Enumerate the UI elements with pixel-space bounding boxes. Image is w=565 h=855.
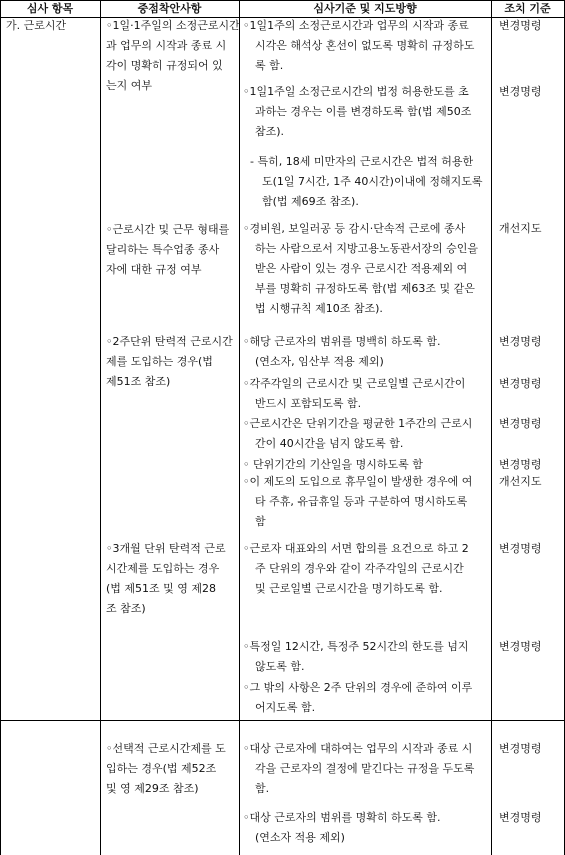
criterion-10 — [243, 637, 468, 677]
criterion-2 — [243, 82, 471, 142]
criterion-line: (연소자, 임산부 적용 제외) — [255, 355, 384, 368]
focus-point-line: 조 참조) — [106, 602, 146, 615]
header-action-standard: 조치 기준 — [504, 2, 551, 15]
criterion-6 — [243, 414, 472, 454]
action-standard: 변경명령 — [499, 335, 542, 348]
category-label: 가. 근로시간 — [6, 19, 67, 32]
focus-point-line: 및 영 제29조 참조) — [106, 782, 199, 795]
criterion-13 — [243, 808, 440, 848]
focus-point-line: ◦선택적 근로시간제를 도 — [106, 742, 226, 755]
criterion-line: 어지도록 함. — [255, 701, 316, 714]
focus-point-line: ◦근로시간 및 근무 형태를 — [106, 223, 230, 236]
focus-point-line: 제를 도입하는 경우(법 — [106, 355, 213, 368]
header-focus-points: 중점착안사항 — [137, 2, 202, 15]
criterion-line: 함. — [255, 782, 270, 795]
criterion-line: 도(1일 7시간, 1주 40시간)이내에 정해지도록 — [262, 175, 483, 188]
action-standard: 변경명령 — [499, 85, 542, 98]
criterion-8 — [243, 472, 472, 532]
column-divider-3 — [491, 0, 492, 855]
focus-point-line: ◦3개월 단위 탄력적 근로 — [106, 542, 226, 555]
criterion-12 — [243, 739, 474, 799]
criterion-line: 함 — [255, 515, 266, 528]
column-divider-2 — [239, 0, 240, 855]
criterion-line: ◦경비원, 보일러공 등 감시·단속적 근로에 종사 — [243, 222, 466, 235]
criterion-line: 받은 사람이 있는 경우 근로시간 적용제외 여 — [255, 262, 468, 275]
criterion-line: 부를 명확히 규정하도록 함(법 제63조 및 같은 — [255, 282, 475, 295]
action-standard: 변경명령 — [499, 811, 542, 824]
criterion-line: 법 시행규칙 제10조 참조). — [255, 302, 383, 315]
focus-point-line: (법 제51조 및 영 제28 — [106, 582, 217, 595]
criterion-line: - 특히, 18세 미만자의 근로시간은 법적 허용한 — [250, 155, 474, 168]
criterion-line: 하는 사람으로서 지방고용노동관서장의 승인을 — [255, 242, 479, 255]
focus-point-line: 각이 명확히 규정되어 있 — [106, 59, 223, 72]
criterion-2-note — [250, 152, 482, 212]
criterion-line: ◦특정일 12시간, 특정주 52시간의 한도를 넘지 — [243, 640, 469, 653]
action-standard: 변경명령 — [499, 742, 542, 755]
focus-point-line: 시간제를 도입하는 경우 — [106, 562, 220, 575]
criterion-line: ◦각주각일의 근로시간 및 근로일별 근로시간이 — [243, 377, 466, 390]
table-border-left — [0, 0, 1, 855]
criterion-4 — [243, 332, 440, 372]
criterion-line: 각을 근로자의 결정에 맡긴다는 규정을 두도록 — [255, 762, 475, 775]
focus-point-line: 는지 여부 — [106, 79, 153, 92]
criterion-11 — [243, 678, 472, 718]
criterion-5 — [243, 374, 465, 414]
focus-point-line: ◦2주단위 탄력적 근로시간 — [106, 335, 233, 348]
criterion-line: ◦대상 근로자의 범위를 명확히 하도록 함. — [243, 811, 441, 824]
focus-point-5 — [106, 739, 226, 799]
action-standard: 변경명령 — [499, 417, 542, 430]
header-review-criteria: 심사기준 및 지도방향 — [313, 2, 417, 15]
focus-point-line: 입하는 경우(법 제52조 — [106, 762, 217, 775]
criterion-line: ◦대상 근로자에 대하여는 업무의 시작과 종료 시 — [243, 742, 473, 755]
action-standard: 개선지도 — [499, 222, 542, 235]
criterion-line: 타 주휴, 유급휴일 등과 구분하여 명시하도록 — [255, 495, 468, 508]
criterion-line: 참조). — [255, 125, 285, 138]
focus-point-2 — [106, 220, 229, 280]
criterion-line: 간이 40시간을 넘지 않도록 함. — [255, 437, 404, 450]
table-border-top — [0, 0, 565, 1]
action-standard: 개선지도 — [499, 475, 542, 488]
criterion-3 — [243, 219, 478, 319]
focus-point-line: 제51조 참조) — [106, 375, 171, 388]
criterion-line: ◦1일1주의 소정근로시간과 업무의 시작과 종료 — [243, 19, 469, 32]
criterion-9 — [243, 539, 469, 599]
criterion-line: (연소자 적용 제외) — [255, 831, 345, 844]
header-review-item: 심사 항목 — [26, 2, 74, 15]
column-divider-1 — [100, 0, 101, 855]
criterion-line: ◦ 단위기간의 기산일을 명시하도록 함 — [243, 458, 423, 471]
criterion-line: 록 함. — [255, 59, 284, 72]
criterion-line: ◦근로시간은 단위기간을 평균한 1주간의 근로시 — [243, 417, 473, 430]
criterion-1 — [243, 16, 474, 76]
criterion-line: 함(법 제69조 참조). — [262, 195, 359, 208]
focus-point-line: 달리하는 특수업종 종사 — [106, 243, 220, 256]
criterion-line: 주 단위의 경우와 같이 각주각일의 근로시간 — [255, 562, 464, 575]
criterion-line: 과하는 경우는 이를 변경하도록 함(법 제50조 — [255, 105, 472, 118]
criterion-line: 시각은 해석상 혼선이 없도록 명확히 규정하도 — [255, 39, 475, 52]
action-standard: 변경명령 — [499, 458, 542, 471]
focus-point-line: ◦1일·1주일의 소정근로시간 — [106, 19, 240, 32]
action-standard: 변경명령 — [499, 640, 542, 653]
criterion-line: 반드시 포함되도록 함. — [255, 397, 362, 410]
focus-point-line: 자에 대한 규정 여부 — [106, 263, 202, 276]
focus-point-4 — [106, 539, 226, 619]
criterion-line: ◦이 제도의 도입으로 휴무일이 발생한 경우에 여 — [243, 475, 473, 488]
action-standard: 변경명령 — [499, 19, 542, 32]
criterion-line: ◦해당 근로자의 범위를 명백히 하도록 함. — [243, 335, 441, 348]
section-divider — [0, 720, 565, 721]
focus-point-line: 과 업무의 시작과 종료 시 — [106, 39, 227, 52]
criterion-line: ◦근로자 대표와의 서면 합의를 요건으로 하고 2 — [243, 542, 469, 555]
focus-point-3 — [106, 332, 233, 392]
criterion-line: 및 근로일별 근로시간을 명기하도록 함. — [255, 582, 443, 595]
criterion-line: ◦그 밖의 사항은 2주 단위의 경우에 준하여 이루 — [243, 681, 473, 694]
criterion-line: 않도록 함. — [255, 660, 305, 673]
focus-point-1 — [106, 16, 240, 96]
criterion-line: ◦1일1주일 소정근로시간의 법정 허용한도를 초 — [243, 85, 469, 98]
action-standard: 변경명령 — [499, 377, 542, 390]
action-standard: 변경명령 — [499, 542, 542, 555]
